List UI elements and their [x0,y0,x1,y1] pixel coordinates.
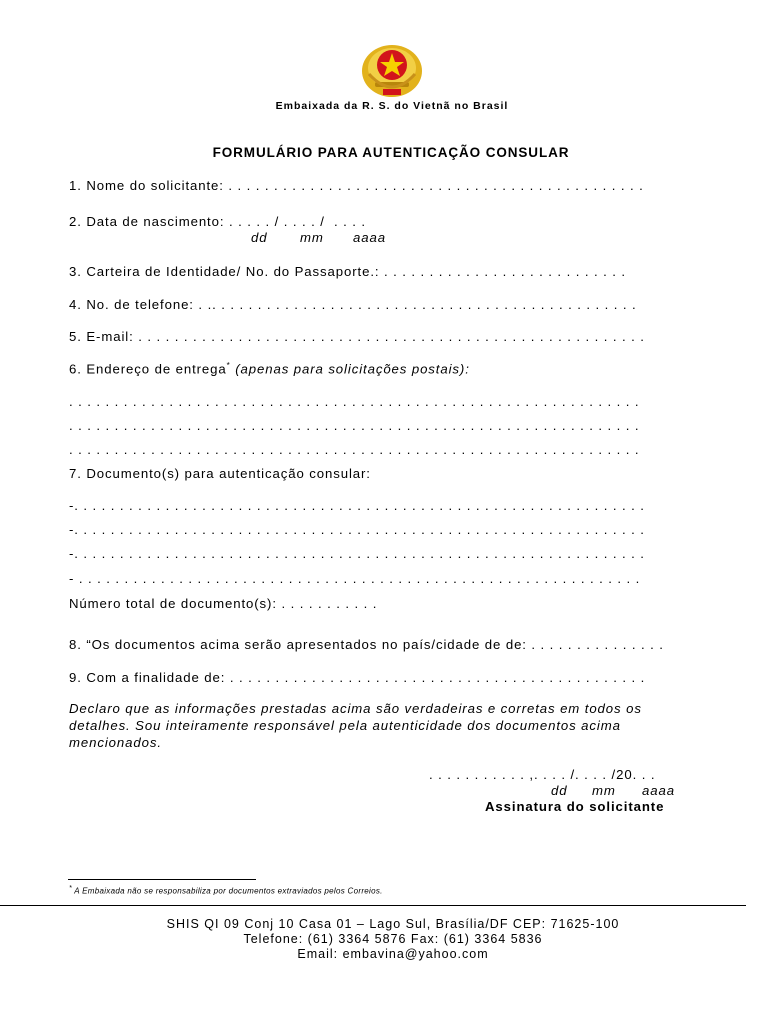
footnote-mark: * [69,885,73,892]
signature-label: Assinatura do solicitante [485,799,665,814]
field-country-city[interactable]: 8. “Os documentos acima serão apresentados no país/cidade de de: . . . . . . . . . . . . . . . [69,637,664,652]
footnote-marker: * [226,361,231,370]
field-total-documents[interactable]: Número total de documento(s): . . . . . . . . . . . [69,596,378,611]
field-phone[interactable]: 4. No. de telefone: . .. . . . . . . . . . . . . . . . . . . . . . . . . . . . . . . . . . . . . . . . . . . . . . . [69,297,637,312]
delivery-address-note: (apenas para solicitações postais): [235,361,470,377]
birth-date-year-hint: aaaa [353,230,386,245]
delivery-address-line-2[interactable]: . . . . . . . . . . . . . . . . . . . . . . . . . . . . . . . . . . . . . . . . . . . . . . . . . . . . . . . . . . . . . . . [69,418,640,433]
declaration-line-1: Declaro que as informações prestadas acima são verdadeiras e corretas em todos os [69,701,642,716]
field-id-passport[interactable]: 3. Carteira de Identidade/ No. do Passaporte.: . . . . . . . . . . . . . . . . . . . . . . . . . . . [69,264,626,279]
field-email[interactable]: 5. E-mail: . . . . . . . . . . . . . . . . . . . . . . . . . . . . . . . . . . . . . . . . . . . . . . . . . . . . . . . . [69,329,645,344]
delivery-address-label: 6. Endereço de entrega [69,361,227,377]
embassy-name: Embaixada da R. S. do Vietnã no Brasil [275,100,509,112]
field-purpose[interactable]: 9. Com a finalidade de: . . . . . . . . . . . . . . . . . . . . . . . . . . . . . . . . . . . . . . . . . . . . . . [69,670,646,685]
delivery-address-line-3[interactable]: . . . . . . . . . . . . . . . . . . . . . . . . . . . . . . . . . . . . . . . . . . . . . . . . . . . . . . . . . . . . . . . [69,442,640,457]
footnote-divider [68,879,256,880]
declaration-line-2: detalhes. Sou inteiramente responsável pela autenticidade dos documentos acima [69,718,621,733]
field-birth-date[interactable]: 2. Data de nascimento: . . . . . / . . . . / . . . . [69,214,366,229]
field-applicant-name[interactable]: 1. Nome do solicitante: . . . . . . . . . . . . . . . . . . . . . . . . . . . . . . . . . . . . . . . . . . . . . . [69,178,644,193]
footnote-text: A Embaixada não se responsabiliza por documentos extraviados pelos Correios. [74,886,383,896]
footer-address: SHIS QI 09 Conj 10 Casa 01 – Lago Sul, Brasília/DF CEP: 71625-100 [166,917,620,931]
signature-date-month-hint: mm [592,783,616,798]
document-line-4[interactable]: - . . . . . . . . . . . . . . . . . . . . . . . . . . . . . . . . . . . . . . . . . . . . . . . . . . . . . . . . . . . . . . [69,571,641,586]
field-delivery-address-label [69,361,470,376]
form-title: FORMULÁRIO PARA AUTENTICAÇÃO CONSULAR [212,145,570,160]
birth-date-day-hint: dd [251,230,268,245]
footer-phone: Telefone: (61) 3364 5876 Fax: (61) 3364 5836 [243,932,543,946]
signature-date-line[interactable]: . . . . . . . . . . . ,. . . . /. . . . /20. . . [429,767,656,782]
declaration-line-3: mencionados. [69,735,162,750]
document-line-2[interactable]: -. . . . . . . . . . . . . . . . . . . . . . . . . . . . . . . . . . . . . . . . . . . . . . . . . . . . . . . . . . . . . . . [69,522,645,537]
birth-date-month-hint: mm [300,230,324,245]
footer-divider [0,905,746,906]
document-line-3[interactable]: -. . . . . . . . . . . . . . . . . . . . . . . . . . . . . . . . . . . . . . . . . . . . . . . . . . . . . . . . . . . . . . . [69,546,645,561]
national-emblem-icon [361,44,423,98]
field-documents-label: 7. Documento(s) para autenticação consular: [69,466,371,481]
signature-date-year-hint: aaaa [642,783,675,798]
footer-email: Email: embavina@yahoo.com [297,947,489,961]
signature-date-day-hint: dd [551,783,568,798]
document-line-1[interactable]: -. . . . . . . . . . . . . . . . . . . . . . . . . . . . . . . . . . . . . . . . . . . . . . . . . . . . . . . . . . . . . . . [69,498,645,513]
delivery-address-line-1[interactable]: . . . . . . . . . . . . . . . . . . . . . . . . . . . . . . . . . . . . . . . . . . . . . . . . . . . . . . . . . . . . . . . [69,394,640,409]
footnote [69,885,383,896]
